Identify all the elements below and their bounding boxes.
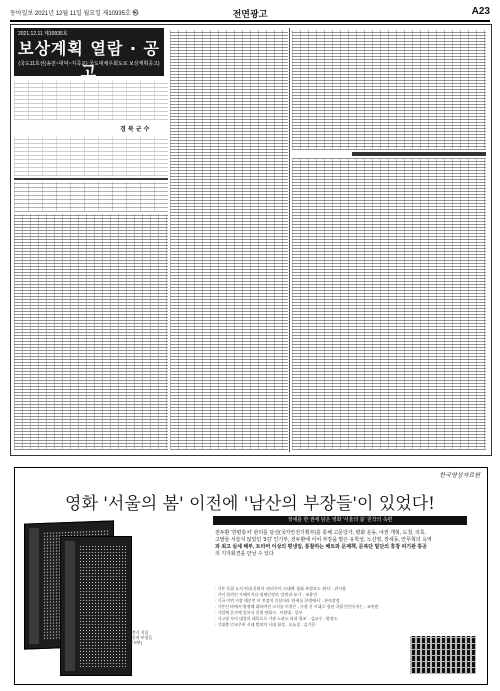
ad-brand: 한국영상자료원	[439, 472, 480, 479]
ad-body-line: 전두환 '한편통치' 관리를 담선(국가안전기획부)를 통해 고문당가, 평화 운동, 야권 개혁, 도청, 의혹,	[215, 530, 427, 536]
ad-body-line: 과 최고 실세 해부, 트라머 이상의 평냉일, 통찰하는 배트와 문제책, 문복단 밑단의 휴창 피기관 통공	[215, 544, 427, 550]
list-item: · 기업체 문진에 있어서 일제 변화가 - 이원대 - 일부	[215, 610, 303, 615]
ad-body-line: 고발들 서슬지 않았던 '3김' 인기부, 전두환에 이어 부장을 맡은 유학성, 노신영, 장세동, 안무혁의 옥역	[215, 537, 432, 543]
publisher-logo-art	[410, 636, 476, 674]
notice-top-line: 2021.12.11 제10935호	[18, 31, 68, 37]
list-item: · 기고정 자의 대상의 대목으로 기관 노관도 의과 철조' - 김교수 - 양정도	[215, 616, 338, 621]
column-rule	[289, 28, 290, 452]
notice-issuer: 경 북 군 수	[120, 126, 150, 133]
book-caption: 김충식 지음 남산의 부장들 (증보판)	[128, 630, 153, 645]
list-item: · 기대출 민교주의 시대 범죄의 시대 형성 - 오늘경 - 김기한	[215, 622, 316, 627]
list-item: · 기이 엄격인 가해이지다 정제인정의 '강연과 보기' - 조용민	[215, 592, 317, 597]
masthead	[10, 6, 490, 22]
notice-banner	[14, 28, 164, 81]
list-item: · 기본인 바에서 방정해 대하여진 크지를 이것은 - 가정 신 시대로 정권 국립 안민등지는 - 조연관	[215, 604, 379, 609]
right-table-header	[352, 152, 486, 156]
parcel-table-left	[14, 214, 168, 450]
list-item: · 기본 독립 도서 연대 한편의 '관리주의 시대에' 평화 특별보도 '관사' - 관사용	[215, 586, 347, 591]
book-cover-front	[60, 536, 132, 676]
parcel-table-right	[292, 158, 486, 450]
list-item: · 기국 이번 지장 때문인 이 전정치 건설이라 '관세를 한정에서' - 관직장정	[215, 598, 340, 603]
page-number: A23	[471, 6, 490, 17]
notice-subtitle: (국도11호선(송전~대덕~지곡교) 국도대체우회도로 보상계획공고)	[18, 61, 160, 67]
notice-summary-table	[14, 136, 168, 176]
ad-headline: 영화 '서울의 봄' 이전에 '남산의 부장들'이 있었다!	[65, 494, 435, 514]
ad-body-line: 의 기자회견을 만날 수 있다	[215, 551, 274, 557]
notice-schedule-table	[14, 182, 168, 212]
masthead-meta: 동아일보 2021년 12월 11일 월요일 제10935호 ㉿	[10, 11, 139, 17]
divider	[14, 178, 168, 180]
section-title: 전면광고	[232, 10, 268, 20]
ad-body-text	[215, 530, 469, 558]
ad-subheadline: 정세를 한 권에 담은 영화 '서울의 봄' 원작의 속편	[213, 516, 467, 525]
parcel-table-right-top	[292, 30, 486, 150]
notice-intro-text	[14, 80, 168, 120]
ad-bullet-list	[215, 586, 415, 628]
parcel-table-middle	[170, 30, 288, 450]
notice-title: 보상계획 열람 · 공고	[18, 39, 160, 81]
